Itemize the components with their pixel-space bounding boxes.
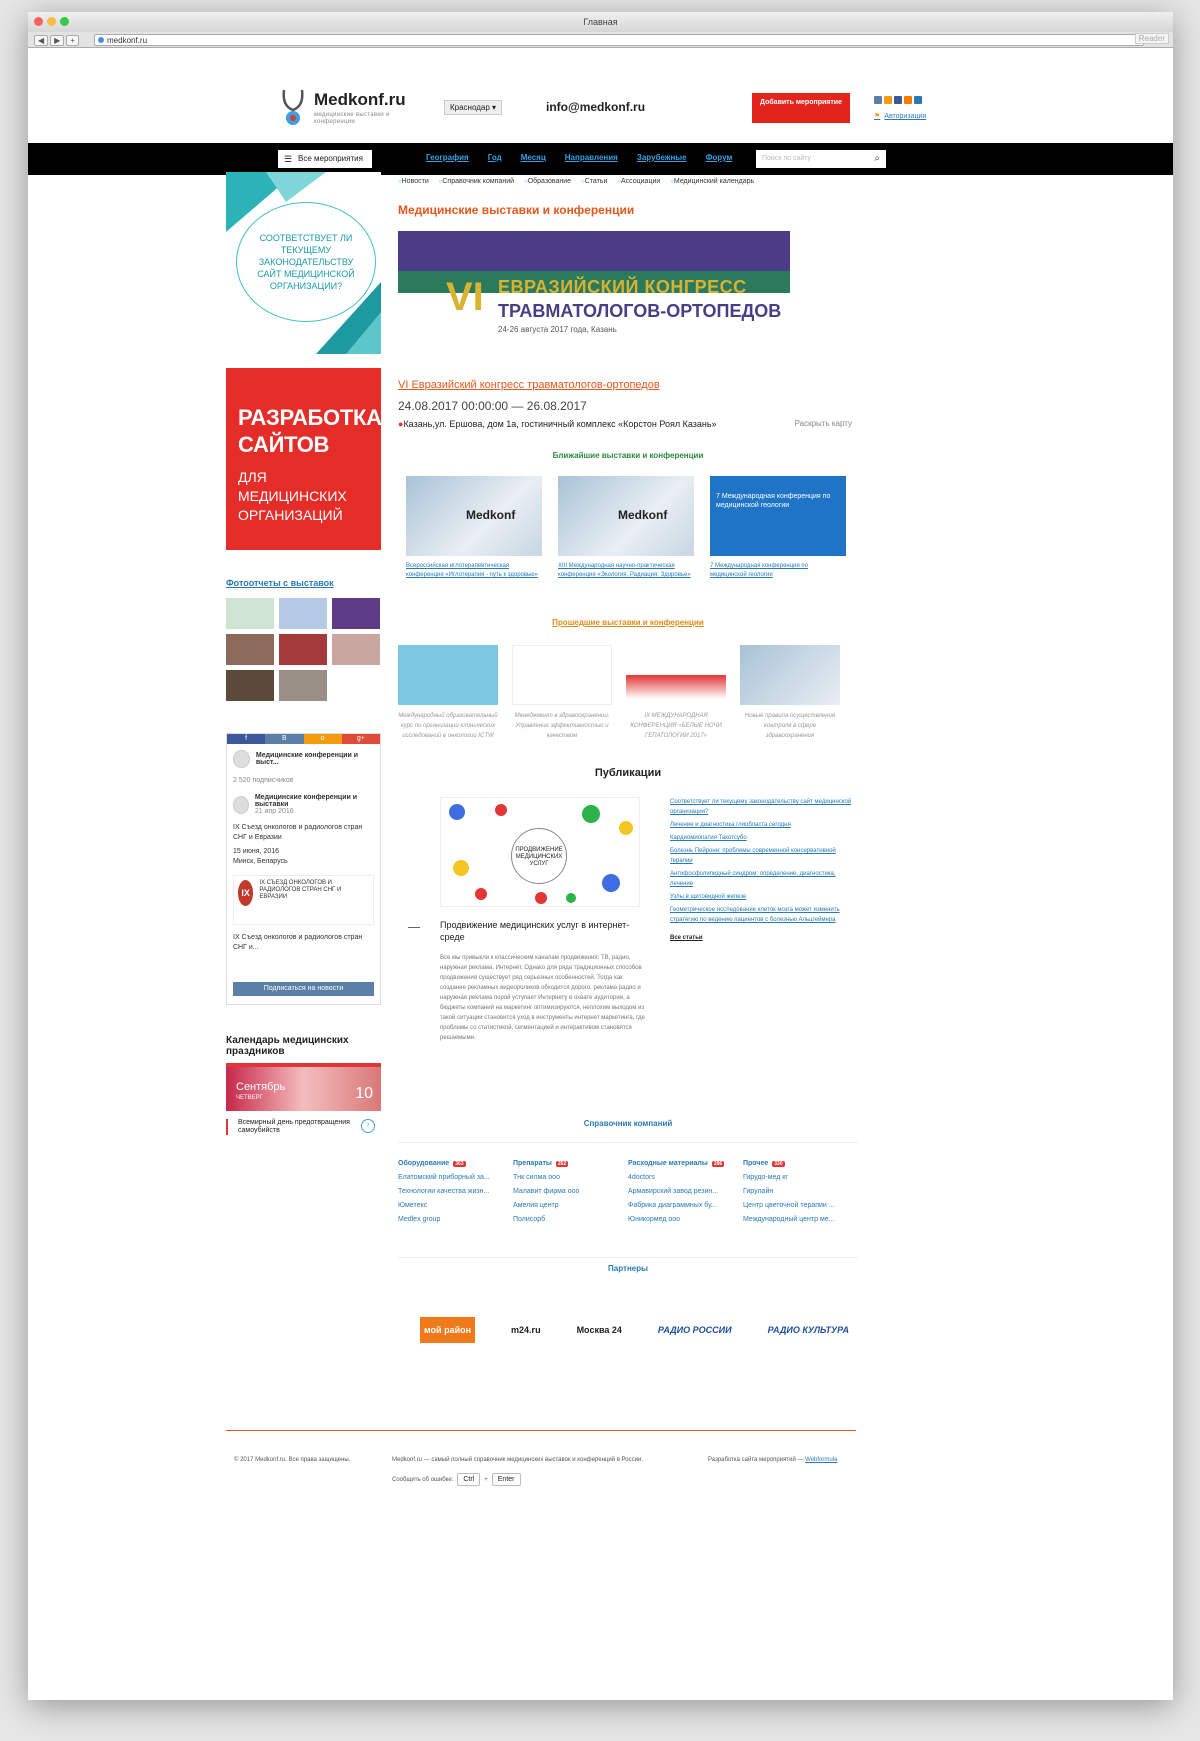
minimize-icon[interactable] <box>47 17 56 26</box>
directory-item[interactable]: 4doctors <box>628 1174 655 1181</box>
page-title: Медицинские выставки и конференции <box>398 203 635 217</box>
avatar <box>233 796 249 814</box>
publication-heading[interactable]: Продвижение медицинских услуг в интернет-среде <box>440 920 630 942</box>
sidebar <box>226 172 381 1135</box>
event-card[interactable] <box>406 476 542 580</box>
vk-tab-icon[interactable]: B <box>265 734 303 744</box>
photo-thumb[interactable] <box>279 598 327 629</box>
directory-item[interactable]: Гирулайн <box>743 1188 774 1195</box>
nav-item-foreign[interactable]: Зарубежные <box>636 153 687 162</box>
publication-image-text: ПРОДВИЖЕНИЕ МЕДИЦИНСКИХ УСЛУГ <box>511 828 567 884</box>
past-event[interactable] <box>398 645 498 741</box>
card-caption[interactable]: Всероссийская иглотерапевтическая конференция «Иглотерапия - путь к здоровью» <box>406 563 539 578</box>
copyright: © 2017 Medkonf.ru. Все права защищены. <box>234 1457 351 1463</box>
publication-link[interactable]: Лечение и диагностика глиобласта сегодня <box>670 822 791 828</box>
vk-post-card[interactable] <box>233 875 374 925</box>
calendar-event[interactable]: Всемирный день предотвращения самоубийств › <box>226 1119 381 1135</box>
publication-link[interactable]: Кардиомиопатия Такотсубо <box>670 835 747 841</box>
card-caption[interactable]: 7 Международная конференция по медицинской геологии <box>710 563 809 578</box>
section-education[interactable]: ○ Образование <box>524 178 571 185</box>
avatar <box>233 750 250 768</box>
partners-title: Партнеры <box>398 1257 858 1273</box>
directory-count: 363 <box>455 1161 464 1167</box>
site-logo[interactable] <box>278 88 406 133</box>
footer-about: Medkonf.ru — самый полный справочник медицинских выставок и конференций в России. <box>392 1457 643 1463</box>
ok-icon[interactable] <box>884 96 892 104</box>
photo-thumb[interactable] <box>279 670 327 701</box>
all-events-button[interactable]: ☰ Все мероприятия <box>278 150 372 168</box>
rss-icon[interactable] <box>904 96 912 104</box>
main-navbar <box>28 143 1173 175</box>
photo-reports-link[interactable]: Фотоотчеты с выставок <box>226 578 334 588</box>
directory-item[interactable]: Малавит фирма ооо <box>513 1188 580 1195</box>
section-articles[interactable]: ○ Статьи <box>581 178 607 185</box>
past-caption: Менеджмент в здравоохранении. Управление эффективностью и качеством <box>514 713 610 739</box>
partners-logos <box>398 1317 858 1343</box>
report-label: Сообщить об ошибке: <box>392 1476 454 1483</box>
title-bar <box>28 12 1173 32</box>
event-card[interactable] <box>710 476 846 580</box>
back-icon[interactable]: ◀ <box>34 35 48 46</box>
photo-grid <box>226 598 381 701</box>
calendar-image[interactable] <box>226 1063 381 1111</box>
forward-icon[interactable]: ▶ <box>50 35 64 46</box>
directory-title[interactable]: Справочник компаний <box>583 1119 673 1128</box>
past-caption: Международный образовательный курс по организации клинических исследований в онкологии ICTW <box>398 713 498 739</box>
stethoscope-icon <box>278 88 308 128</box>
card-logo: Medkonf <box>618 508 668 522</box>
section-calendar[interactable]: ○ Медицинский календарь <box>670 178 754 185</box>
past-event[interactable] <box>626 645 726 741</box>
address-bar <box>28 32 1173 48</box>
show-map-link[interactable]: Раскрыть карту <box>794 419 852 428</box>
hero-line1: ЕВРАЗИЙСКИЙ КОНГРЕСС <box>498 277 747 297</box>
vk-post-text: IX Съезд онкологов и радиологов стран СНГ и Евразии <box>233 824 363 841</box>
directory-item[interactable]: Гирудо-мед кг <box>743 1174 788 1181</box>
directory-item[interactable]: Международный центр ме... <box>743 1216 835 1223</box>
zoom-icon[interactable] <box>60 17 69 26</box>
partner-logo[interactable]: m24.ru <box>511 1325 541 1335</box>
photo-thumb[interactable] <box>279 634 327 665</box>
card-banner: 7 Международная конференция по медицинской геологии <box>710 476 846 556</box>
upcoming-title: Ближайшие выставки и конференции <box>552 451 704 460</box>
reader-button[interactable]: Reader <box>1135 33 1169 44</box>
publication-description: Все мы привыкли к классическим каналам продвижения: ТВ, радио, наружная реклама, Интернет. Однако для ряда традиционных способов продвижения существует ряд серьезных особенностей. Тогда как создание рекламных видеороликов обходится дорого, реклама радио и наружная реклама порой уступает Интернету в охвате аудитории, а бюджеты компаний на маркетинг оптимизируются, неплохим выходом из такой ситуации становится уход в инструменты интернет маркетинга, где проблемы со статистикой, сегментацией и интерактивом становятся решаемыми. <box>440 955 645 1041</box>
calendar-day: 10 <box>355 1085 373 1102</box>
directory-category[interactable]: Оборудование <box>398 1160 450 1167</box>
past-event[interactable] <box>512 645 612 741</box>
city-select[interactable]: Краснодар ▾ <box>444 100 502 115</box>
web-dev-banner-subtitle: ДЛЯ МЕДИЦИНСКИХ ОРГАНИЗАЦИЙ <box>238 469 347 523</box>
all-articles-link[interactable]: Все статьи <box>670 935 703 941</box>
nav-item-directions[interactable]: Направления <box>564 153 618 162</box>
logo-name: Medkonf.ru <box>314 90 406 109</box>
partner-logo[interactable]: РАДИО РОССИИ <box>657 1325 732 1335</box>
login-link[interactable]: ⚑ Авторизация <box>874 112 926 120</box>
logo-subtitle: медицинские выставки и конференции <box>314 112 390 125</box>
photo-thumb[interactable] <box>226 598 274 629</box>
calendar-title: Календарь медицинских праздников <box>226 1035 349 1057</box>
mail-icon[interactable] <box>914 96 922 104</box>
directory-item[interactable]: Полисорб <box>513 1216 546 1223</box>
calendar-weekday: ЧЕТВЕРГ <box>236 1095 263 1101</box>
past-event[interactable] <box>740 645 840 741</box>
directory-item[interactable]: Юникормед ооо <box>628 1216 681 1223</box>
calendar-month: Сентябрь <box>236 1081 286 1093</box>
vk-card-caption: IX Съезд онкологов и радиологов стран СНГ и... <box>233 934 363 951</box>
nav-item-forum[interactable]: Форум <box>705 153 733 162</box>
partner-logo[interactable]: мой район <box>420 1317 475 1343</box>
directory-item[interactable]: Medlex group <box>398 1216 441 1223</box>
event-place: ● Казань,ул. Ершова, дом 1а, гостиничный комплекс «Корстон Роял Казань» Раскрыть карту <box>398 419 858 429</box>
browser-window <box>28 12 1173 1700</box>
ctrl-key: Ctrl <box>457 1473 480 1486</box>
partner-logo[interactable]: РАДИО КУЛЬТУРА <box>767 1325 850 1335</box>
site-header <box>28 48 1173 143</box>
developer-link[interactable]: Webformula <box>805 1457 838 1463</box>
directory-column <box>628 1157 743 1227</box>
add-event-button[interactable]: Добавить мероприятие <box>752 93 850 123</box>
nav-item-month[interactable]: Месяц <box>520 153 546 162</box>
footer-dev: Разработка сайта мероприятий — Webformula <box>708 1457 838 1463</box>
directory-column <box>513 1157 628 1227</box>
directory-column <box>743 1157 858 1227</box>
photo-thumb-empty <box>332 670 380 701</box>
section-news[interactable]: ○ Новости <box>398 178 429 185</box>
hero-number: VI <box>446 275 484 319</box>
gplus-tab-icon[interactable]: g+ <box>342 734 380 744</box>
facebook-icon[interactable] <box>894 96 902 104</box>
publication-link[interactable]: Узлы в щитовидной железе <box>670 894 747 900</box>
vk-subscribe-button[interactable]: Подписаться на новости <box>233 982 374 996</box>
publication-link[interactable]: Соответствует ли текущему законодательству сайт медицинской организации? <box>670 799 852 815</box>
vk-card-title: IX СЪЕЗД ОНКОЛОГОВ И РАДИОЛОГОВ СТРАН СНГ И ЕВРАЗИИ <box>259 880 342 900</box>
directory-category[interactable]: Расходные материалы <box>628 1160 708 1167</box>
directory-count: 330 <box>774 1161 783 1167</box>
past-events <box>398 645 858 741</box>
hero-line3: 24-26 августа 2017 года, Казань <box>498 325 617 334</box>
directory-item[interactable]: Амелия центр <box>513 1202 559 1209</box>
card-caption[interactable]: XIII Международная научно-практическая конференция «Экология. Радиация. Здоровье» <box>558 563 691 578</box>
vk-group-name[interactable]: Медицинские конференции и выст... <box>255 752 359 766</box>
add-tab-icon[interactable]: + <box>66 35 79 46</box>
vk-post-when: 15 июня, 2016 <box>233 848 280 855</box>
company-directory <box>398 1142 858 1227</box>
event-title-link[interactable]: VI Евразийский конгресс травматологов-ортопедов <box>398 379 660 391</box>
ok-tab-icon[interactable]: o <box>304 734 342 744</box>
publications <box>398 797 858 1077</box>
legal-banner-text: СООТВЕТСТВУЕТ ЛИ ТЕКУЩЕМУ ЗАКОНОДАТЕЛЬСТВУ САЙТ МЕДИЦИНСКОЙ ОРГАНИЗАЦИИ? <box>236 202 376 322</box>
vk-icon[interactable] <box>874 96 882 104</box>
publication-link[interactable]: Болезнь Пейрони: проблемы современной консервативной терапии <box>670 848 836 864</box>
directory-item[interactable]: Елатомский приборный за... <box>398 1174 490 1181</box>
photo-thumb[interactable] <box>332 598 380 629</box>
directory-item[interactable]: Юметекс <box>398 1202 428 1209</box>
directory-item[interactable]: Тнк силма ооо <box>513 1174 560 1181</box>
hero-line2: ТРАВМАТОЛОГОВ-ОРТОПЕДОВ <box>498 301 782 321</box>
directory-category[interactable]: Препараты <box>513 1160 552 1167</box>
publication-link[interactable]: Антифосфолипидный синдром: определение, диагностика, лечение <box>670 871 836 887</box>
search-input[interactable]: Поиск по сайту ⌕ <box>756 150 886 168</box>
directory-count: 262 <box>557 1161 567 1167</box>
url-field[interactable]: medkonf.ru <box>94 34 1144 46</box>
publications-title: Публикации <box>594 767 662 779</box>
upcoming-events <box>398 476 858 580</box>
report-error <box>392 1473 521 1486</box>
social-links <box>874 96 922 104</box>
directory-count: 286 <box>713 1161 723 1167</box>
directory-item[interactable]: Армавирский завод резин... <box>628 1188 719 1195</box>
past-caption: IX МЕЖДУНАРОДНАЯ КОНФЕРЕНЦИЯ «БЕЛЫЕ НОЧИ ГЕПАТОЛОГИИ 2017» <box>630 713 722 739</box>
directory-column <box>398 1157 513 1227</box>
window-title: Главная <box>583 17 618 27</box>
event-card[interactable] <box>558 476 694 580</box>
event-banner[interactable] <box>398 231 790 339</box>
enter-key: Enter <box>492 1473 521 1486</box>
ix-logo-icon: IX <box>238 880 253 906</box>
publication-link[interactable]: Геометрическое исследование клеток мозга может изменить стратегию по ведению пациентов с болезнью Альцгеймера <box>670 907 840 923</box>
web-dev-banner[interactable] <box>226 368 381 550</box>
vk-widget <box>226 733 381 1005</box>
plus-sign: + <box>484 1476 488 1483</box>
photo-thumb[interactable] <box>226 634 274 665</box>
photo-thumb[interactable] <box>226 670 274 701</box>
vk-subscribers: 2 520 подписчиков <box>233 777 294 784</box>
section-companies[interactable]: ○ Справочник компаний <box>439 178 514 185</box>
section-nav <box>398 178 858 185</box>
publication-links <box>670 797 860 946</box>
close-icon[interactable] <box>34 17 43 26</box>
section-associations[interactable]: ○ Ассоциации <box>617 178 660 185</box>
partner-logo[interactable]: Москва 24 <box>576 1325 622 1335</box>
directory-item[interactable]: Фабрика диаграммных бу... <box>628 1202 717 1209</box>
legal-banner[interactable] <box>226 172 381 354</box>
medical-calendar <box>226 1035 381 1135</box>
web-dev-banner-title: РАЗРАБОТКА САЙТОВ <box>238 405 382 457</box>
main-content <box>398 178 858 1343</box>
vk-post-date: 21 апр 2016 <box>254 808 294 815</box>
card-logo: Medkonf <box>466 508 516 522</box>
photo-thumb[interactable] <box>332 634 380 665</box>
footer <box>226 1430 856 1483</box>
past-caption: Новые правила осуществления контроля в сфере здравоохранения <box>744 713 836 739</box>
nav-item-year[interactable]: Год <box>487 153 502 162</box>
past-title[interactable]: Прошедшие выставки и конференции <box>552 618 704 627</box>
vk-post-where: Минск, Беларусь <box>233 858 288 865</box>
directory-item[interactable]: Центр цветочной терапии ... <box>743 1202 835 1209</box>
publication-image[interactable] <box>440 797 640 907</box>
contact-email[interactable]: info@medkonf.ru <box>546 100 646 114</box>
event-date: 24.08.2017 00:00:00 — 26.08.2017 <box>398 399 587 413</box>
directory-item[interactable]: Технологии качества жизн... <box>398 1188 490 1195</box>
vk-post-group: Медицинские конференции и выставки <box>254 794 358 808</box>
nav-item-geography[interactable]: География <box>426 153 469 162</box>
facebook-tab-icon[interactable]: f <box>227 734 265 744</box>
nav-menu <box>426 153 732 162</box>
directory-category[interactable]: Прочее <box>743 1160 769 1167</box>
